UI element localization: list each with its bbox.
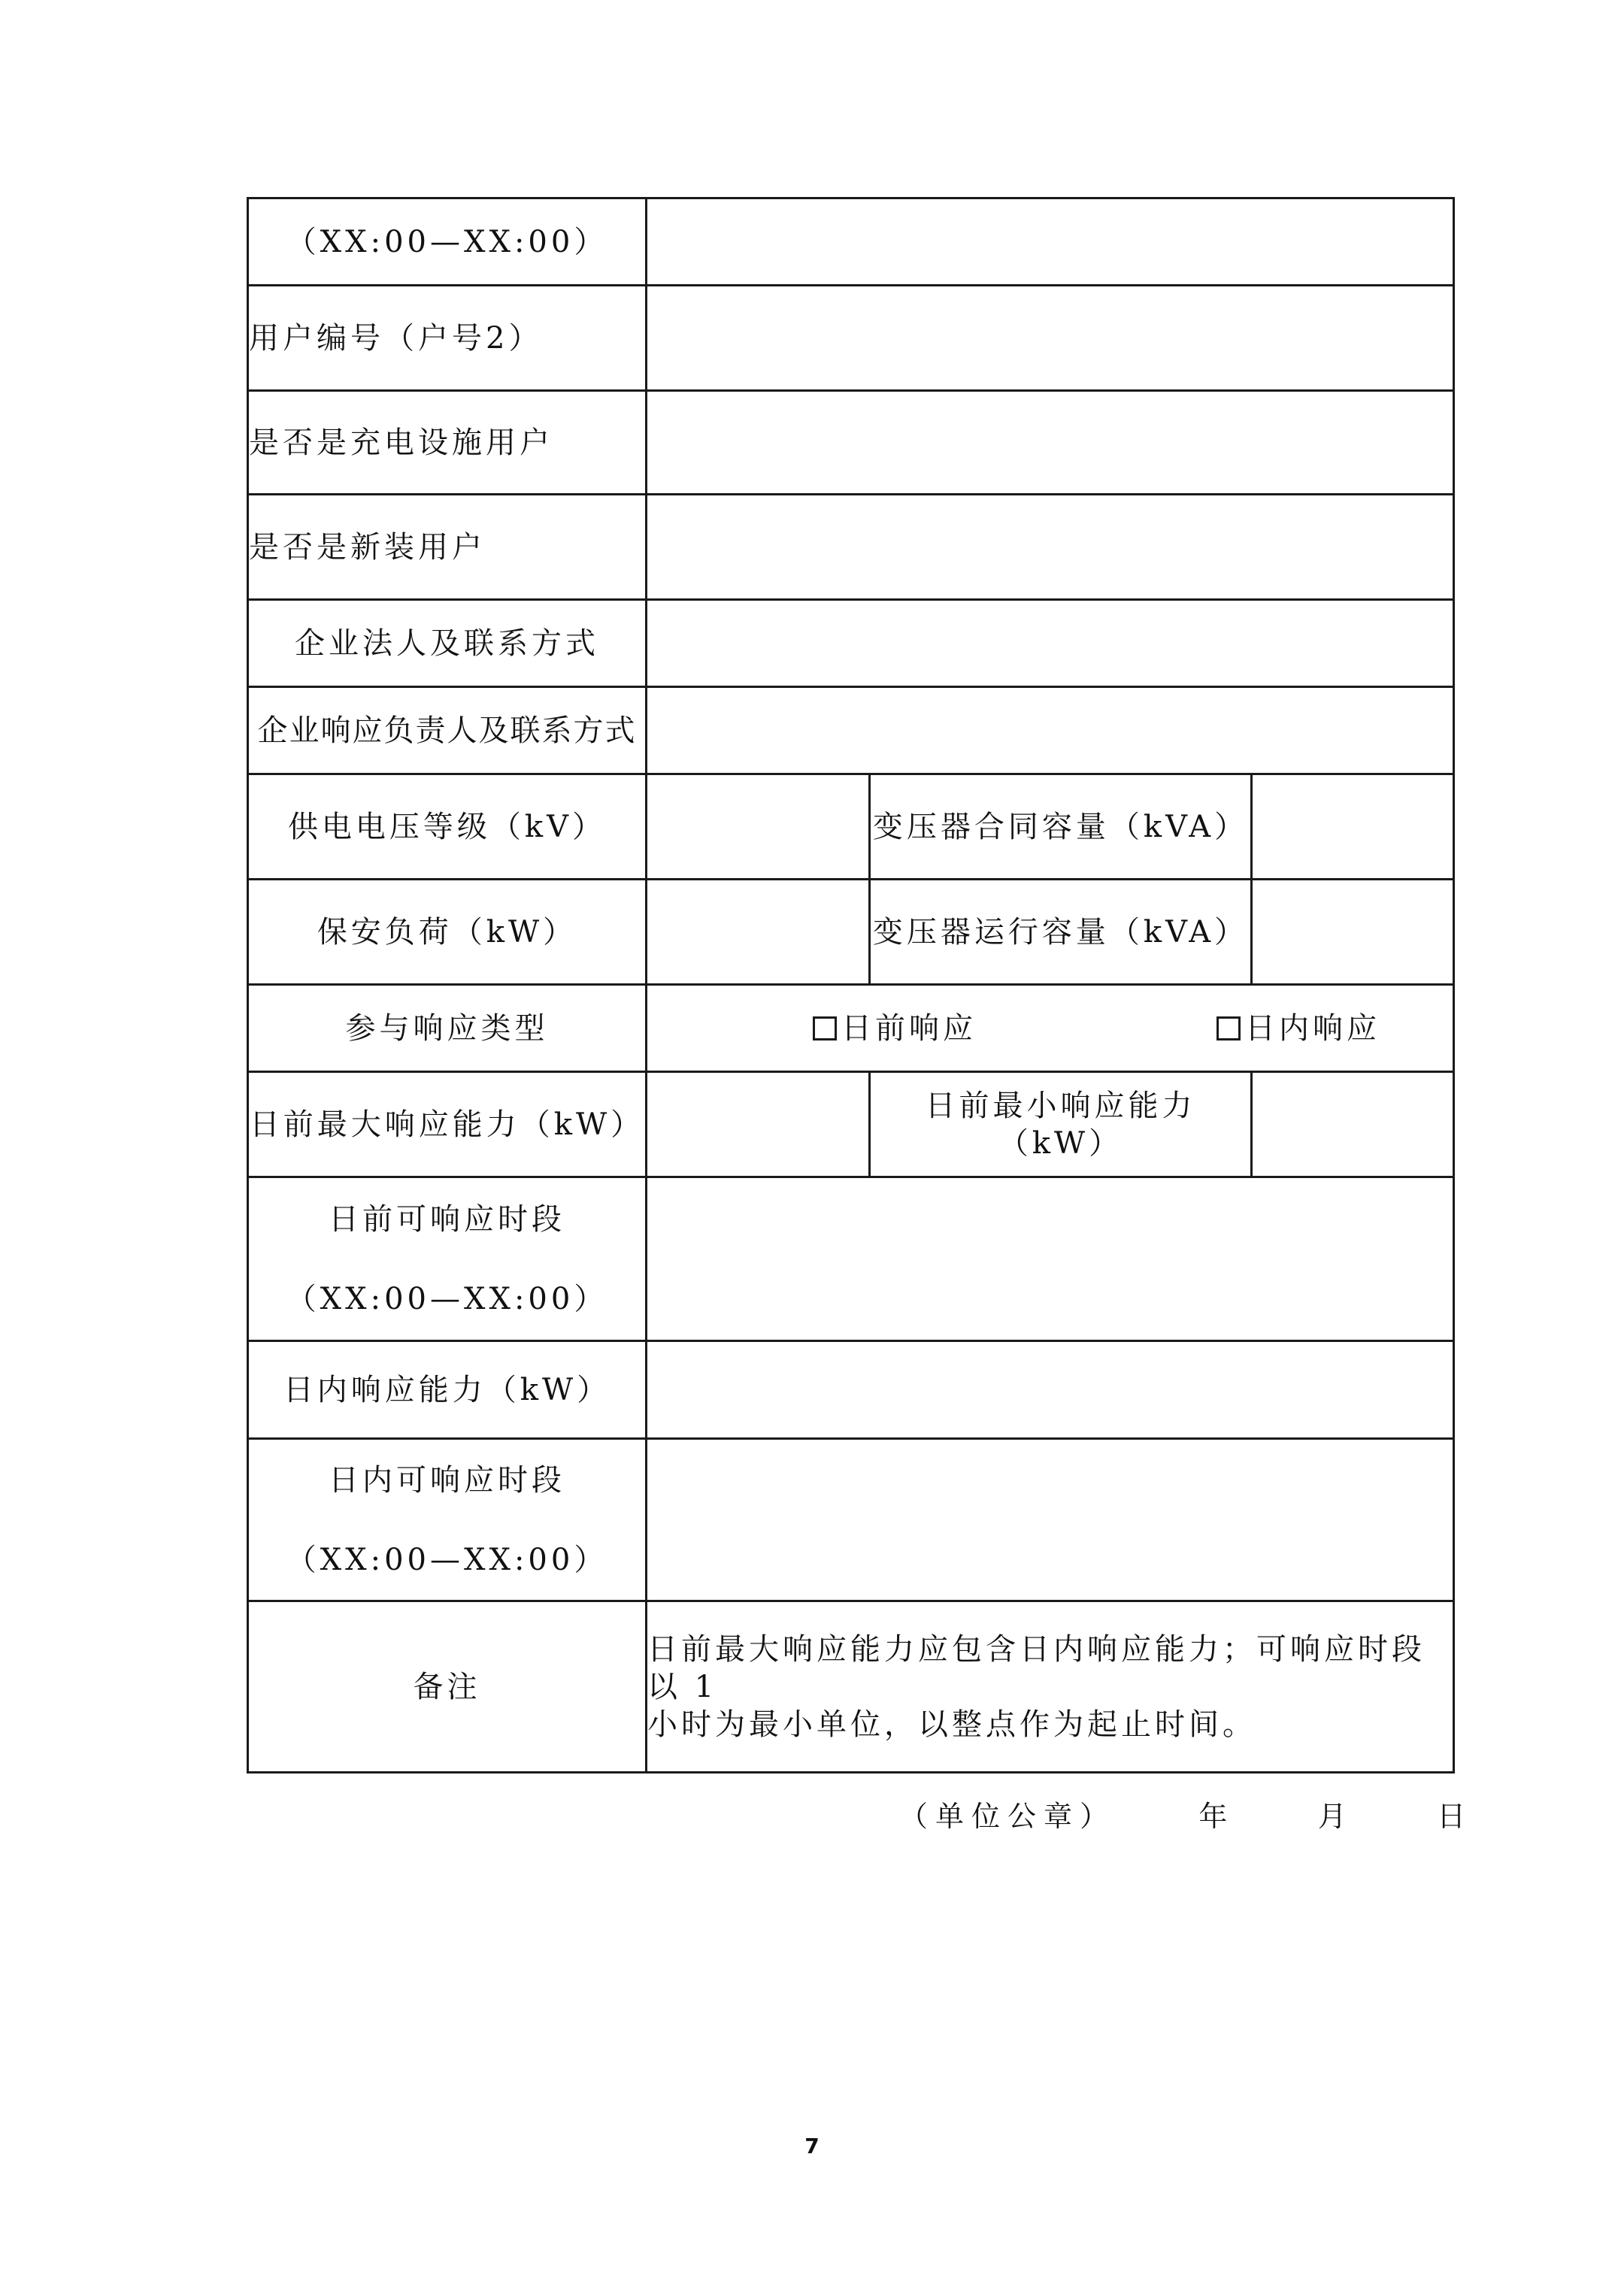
legal-person-label: 企业法人及联系方式 [248,600,647,687]
user-id-2-label: 用户编号（户号2） [248,286,647,391]
new-user-label: 是否是新装用户 [248,495,647,600]
day-ahead-period-line1: 日前可响应时段 [329,1201,565,1237]
intraday-period-line2: （XX:00—XX:00） [286,1542,608,1577]
day-ahead-min-field[interactable] [1252,1072,1454,1177]
month-label: 月 [1317,1800,1354,1833]
running-capacity-label: 变压器运行容量（kVA） [870,880,1252,985]
intraday-period-line1: 日内可响应时段 [329,1462,565,1498]
day-ahead-period-line2: （XX:00—XX:00） [286,1281,608,1316]
row-day-ahead-capability [248,1072,1454,1177]
day-ahead-min-label: 日前最小响应能力（kW） [870,1072,1252,1177]
day-label: 日 [1437,1800,1474,1833]
response-type-options [647,985,1454,1072]
remarks-line2: 小时为最小单位，以整点作为起止时间。 [647,1707,1256,1742]
row-response-type [248,985,1454,1072]
intraday-capability-field[interactable] [647,1341,1454,1439]
day-ahead-max-label: 日前最大响应能力（kW） [248,1072,647,1177]
day-ahead-checkbox[interactable] [813,1016,837,1040]
day-ahead-max-field[interactable] [647,1072,870,1177]
row-new-user [248,495,1454,600]
intraday-checkbox[interactable] [1216,1016,1241,1040]
row-intraday-period [248,1439,1454,1601]
remarks-text [647,1601,1454,1773]
day-ahead-period-label [248,1177,647,1341]
running-capacity-field[interactable] [1252,880,1454,985]
time-range-field[interactable] [647,198,1454,286]
time-range-label: （XX:00—XX:00） [248,198,647,286]
day-ahead-period-field[interactable] [647,1177,1454,1341]
row-charging-user [248,391,1454,495]
unit-seal: （单位公章） [899,1800,1116,1833]
supply-voltage-label: 供电电压等级（kV） [248,774,647,880]
supply-voltage-field[interactable] [647,774,870,880]
intraday-period-label [248,1439,647,1601]
response-application-form [247,197,1455,1773]
legal-person-field[interactable] [647,600,1454,687]
contract-capacity-label: 变压器合同容量（kVA） [870,774,1252,880]
charging-user-label: 是否是充电设施用户 [248,391,647,495]
row-intraday-capability [248,1341,1454,1439]
contract-capacity-field[interactable] [1252,774,1454,880]
row-time-range [248,198,1454,286]
new-user-field[interactable] [647,495,1454,600]
intraday-option[interactable] [1216,1010,1380,1047]
intraday-capability-label: 日内响应能力（kW） [248,1341,647,1439]
row-user-id-2 [248,286,1454,391]
response-type-label: 参与响应类型 [248,985,647,1072]
charging-user-field[interactable] [647,391,1454,495]
page-number: 7 [804,2134,820,2158]
row-security-load [248,880,1454,985]
user-id-2-field[interactable] [647,286,1454,391]
intraday-period-field[interactable] [647,1439,1454,1601]
seal-date-line [899,1793,1473,1834]
response-manager-label: 企业响应负责人及联系方式 [248,687,647,774]
security-load-label: 保安负荷（kW） [248,880,647,985]
security-load-field[interactable] [647,880,870,985]
year-label: 年 [1198,1800,1235,1833]
row-day-ahead-period [248,1177,1454,1341]
row-response-manager [248,687,1454,774]
row-voltage-capacity [248,774,1454,880]
day-ahead-option[interactable] [813,1010,977,1047]
day-ahead-option-label: 日前响应 [841,1010,977,1046]
intraday-option-label: 日内响应 [1245,1010,1380,1046]
row-legal-person [248,600,1454,687]
response-manager-field[interactable] [647,687,1454,774]
remarks-line1: 日前最大响应能力应包含日内响应能力；可响应时段以 1 [647,1631,1426,1704]
row-remarks [248,1601,1454,1773]
remarks-label: 备注 [248,1601,647,1773]
